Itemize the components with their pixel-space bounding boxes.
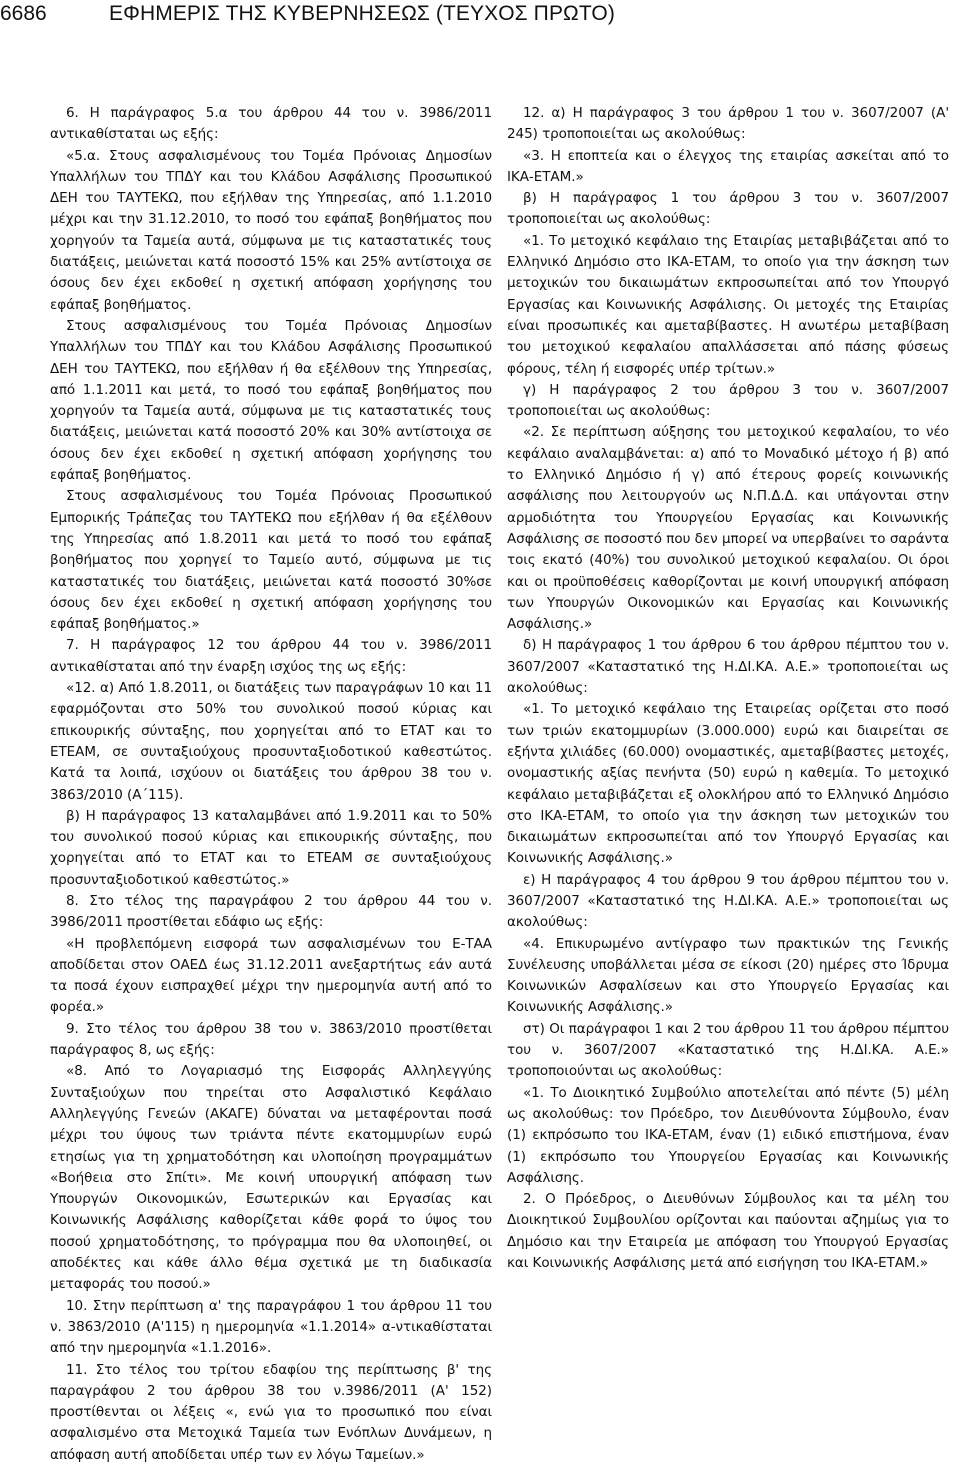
paragraph: «12. α) Από 1.8.2011, οι διατάξεις των παραγράφων 10 και 11 εφαρμόζονται στο 50% του συνολικού ποσού κύριας και επικουρικής σύνταξης, που χορηγείται από το ΕΤΑΤ και το ΕΤΕΑΜ, σε συνταξιούχους προσυνταξιοδοτικού καθεστώτος. Κατά τα λοιπά, ισχύουν οι διατάξεις του άρθρου 38 του ν. 3863/2010 (Α΄115). bbox=[50, 680, 492, 803]
paragraph: 6. Η παράγραφος 5.α του άρθρου 44 του ν. 3986/2011 αντικαθίσταται ως εξής: bbox=[50, 105, 492, 143]
paragraph: 9. Στο τέλος του άρθρου 38 του ν. 3863/2010 προστίθεται παράγραφος 8, ως εξής: bbox=[50, 1020, 492, 1059]
paragraph: «3. Η εποπτεία και ο έλεγχος της εταιρίας ασκείται από το ΙΚΑ-ΕΤΑΜ.» bbox=[507, 147, 949, 185]
right-column bbox=[507, 103, 949, 1274]
paragraph: «1. Το Διοικητικό Συμβούλιο αποτελείται από πέντε (5) μέλη ως ακολούθως: τον Πρόεδρο, τον Διευθύνοντα Σύμβουλο, έναν (1) εκπρόσωπο του ΙΚΑ-ΕΤΑΜ, έναν (1) ειδικό επιστήμονα, έναν (1) εκπρόσωπο του Υπουργείου Εργασίας και Κοινωνικής Ασφάλισης. bbox=[507, 1084, 949, 1186]
paragraph: δ) Η παράγραφος 1 του άρθρου 6 του άρθρου πέμπτου του ν. 3607/2007 «Καταστατικό της Η.ΔΙ.ΚΑ. Α.Ε.» τροποποιείται ως ακολούθως: bbox=[507, 637, 949, 697]
page-number: 6686 bbox=[0, 2, 47, 25]
paragraph: «4. Επικυρωμένο αντίγραφο των πρακτικών της Γενικής Συνέλευσης υποβάλλεται μέσα σε είκοσι (20) ημέρες στο Ίδρυμα Κοινωνικών Ασφαλίσεων και στο Υπουργείο Εργασίας και Κοινωνικής Ασφάλισης.» bbox=[507, 935, 949, 1016]
paragraph: ε) Η παράγραφος 4 του άρθρου 9 του άρθρου πέμπτου του ν. 3607/2007 «Καταστατικό της Η.ΔΙ.ΚΑ. Α.Ε.» τροποποιείται ως ακολούθως: bbox=[507, 871, 949, 931]
paragraph: στ) Οι παράγραφοι 1 και 2 του άρθρου 11 του άρθρου πέμπτου του ν. 3607/2007 «Καταστατικό της Η.ΔΙ.ΚΑ. Α.Ε.» τροποποιούνται ως ακολούθως: bbox=[507, 1020, 949, 1080]
gazette-header-title: ΕΦΗΜΕΡΙΣ ΤΗΣ ΚΥΒΕΡΝΗΣΕΩΣ (ΤΕΥΧΟΣ ΠΡΩΤΟ) bbox=[109, 2, 615, 25]
paragraph: «1. Το μετοχικό κεφάλαιο της Εταιρίας μεταβιβάζεται από το Ελληνικό Δημόσιο στο ΙΚΑ-ΕΤΑΜ, το οποίο για την άσκηση των μετοχικών του δικαιωμάτων εκπροσωπείται από τον Υπουργό Εργασίας και Κοινωνικής Ασφάλισης. Οι μετοχές της Εταιρίας είναι προσωπικές και αμεταβίβαστες. Η ανωτέρω μεταβίβαση του μετοχικού κεφαλαίου απαλλάσσεται από πάσης φύσεως φόρους, τέλη ή εισφορές υπέρ τρίτων.» bbox=[507, 232, 949, 377]
paragraph: γ) Η παράγραφος 2 του άρθρου 3 του ν. 3607/2007 τροποποιείται ως ακολούθως: bbox=[507, 381, 949, 420]
paragraph: Στους ασφαλισμένους του Τομέα Πρόνοιας Δημοσίων Υπαλλήλων του ΤΠΔΥ και του Κλάδου Ασφάλισης Προσωπικού ΔΕΗ του ΤΑΥΤΕΚΩ, που εξήλθαν ή θα εξέλθουν της Υπηρεσίας, από 1.1.2011 και μετά, το ποσό του εφάπαξ βοηθήματος που χορηγούν τα Ταμεία αυτά, σύμφωνα με τις καταστατικές τους διατάξεις, μειώνεται κατά ποσοστό 20% και 30% αντίστοιχα σε όσους δεν έχει εκδοθεί η σχετική απόφαση χορήγησης του εφάπαξ βοηθήματος. bbox=[50, 317, 492, 484]
paragraph: «1. Το μετοχικό κεφάλαιο της Εταιρείας ορίζεται στο ποσό των τριών εκατομμυρίων (3.000.000) ευρώ και διαιρείται σε εξήντα χιλιάδες (60.000) ονομαστικές, αμεταβίβαστες μετοχές, ονομαστικής αξίας πενήντα (50) ευρώ η καθεμία. Το μετοχικό κεφάλαιο μεταβιβάζεται εξ ολοκλήρου από το Ελληνικό Δημόσιο στο ΙΚΑ-ΕΤΑΜ, το οποίο για την άσκηση των μετοχικών του δικαιωμάτων εκπροσωπείται από τον Υπουργό Εργασίας και Κοινωνικής Ασφάλισης.» bbox=[507, 701, 949, 867]
paragraph: 10. Στην περίπτωση α' της παραγράφου 1 του άρθρου 11 του ν. 3863/2010 (Α'115) η ημερομηνία «1.1.2014» α-ντικαθίσταται από την ημερομηνία «1.1.2016». bbox=[50, 1297, 492, 1357]
paragraph: 7. Η παράγραφος 12 του άρθρου 44 του ν. 3986/2011 αντικαθίσταται από την έναρξη ισχύος της ως εξής: bbox=[50, 637, 492, 675]
paragraph: 2. Ο Πρόεδρος, ο Διευθύνων Σύμβουλος και τα μέλη του Διοικητικού Συμβουλίου ορίζονται και παύονται αζημίως για το Δημόσιο και την Εταιρεία με απόφαση του Υπουργού Εργασίας και Κοινωνικής Ασφάλισης μετά από εισήγηση του ΙΚΑ-ΕΤΑΜ.» bbox=[507, 1191, 949, 1272]
paragraph: «5.α. Στους ασφαλισμένους του Τομέα Πρόνοιας Δημοσίων Υπαλλήλων του ΤΠΔΥ και του Κλάδου Ασφάλισης Προσωπικού ΔΕΗ του ΤΑΥΤΕΚΩ, που εξήλθαν της Υπηρεσίας, από 1.1.2010 μέχρι και την 31.12.2010, το ποσό του εφάπαξ βοηθήματος που χορηγούν τα Ταμεία αυτά, σύμφωνα με τις καταστατικές τους διατάξεις, μειώνεται κατά ποσοστό 15% και 25% αντίστοιχα σε όσους δεν έχει εκδοθεί η σχετική απόφαση χορήγησης του εφάπαξ βοηθήματος. bbox=[50, 147, 492, 313]
paragraph: β) Η παράγραφος 1 του άρθρου 3 του ν. 3607/2007 τροποποιείται ως ακολούθως: bbox=[507, 190, 949, 228]
paragraph: 11. Στο τέλος του τρίτου εδαφίου της περίπτωσης β' της παραγράφου 2 του άρθρου 38 του ν.3986/2011 (Α' 152) προστίθενται οι λέξεις «, ενώ για το προσωπικό που είναι ασφαλισμένο στα Μετοχικά Ταμεία των Ενόπλων Δυνάμεων, η απόφαση αυτή αποδίδεται υπέρ των εν λόγω Ταμείων.» bbox=[50, 1361, 492, 1463]
paragraph: β) Η παράγραφος 13 καταλαμβάνει από 1.9.2011 και το 50% του συνολικού ποσού κύριας και επικουρικής σύνταξης, που χορηγείται από το ΕΤΑΤ και το ΕΤΕΑΜ σε συνταξιούχους προσυνταξιοδοτικού καθεστώτος.» bbox=[50, 807, 492, 888]
paragraph: 12. α) Η παράγραφος 3 του άρθρου 1 του ν. 3607/2007 (Α' 245) τροποποιείται ως ακολούθως: bbox=[507, 105, 949, 143]
paragraph: «Η προβλεπόμενη εισφορά των ασφαλισμένων του Ε-ΤΑΑ αποδίδεται στον ΟΑΕΔ έως 31.12.2011 ανεξαρτήτως εάν αυτά τα ποσά έχουν εισπραχθεί μέχρι την ημερομηνία αυτή από το φορέα.» bbox=[50, 935, 492, 1016]
paragraph: «2. Σε περίπτωση αύξησης του μετοχικού κεφαλαίου, το νέο κεφάλαιο αναλαμβάνεται: α) από το Μοναδικό μέτοχο ή β) από το Ελληνικό Δημόσιο ή γ) από έτερους φορείς κοινωνικής ασφάλισης που λειτουργούν ως Ν.Π.Δ.Δ. και υπάγονται στην αρμοδιότητα του Υπουργείου Εργασίας και Κοινωνικής Ασφάλισης σε ποσοστό που δεν μπορεί να υπερβαίνει το σαράντα τοις εκατό (40%) του συνολικού μετοχικού κεφαλαίου. Οι όροι και οι προϋποθέσεις καθορίζονται με κοινή υπουργική απόφαση των Υπουργών Οικονομικών και Εργασίας και Κοινωνικής Ασφάλισης.» bbox=[507, 424, 949, 633]
left-column bbox=[50, 103, 492, 1466]
paragraph: Στους ασφαλισμένους του Τομέα Πρόνοιας Προσωπικού Εμπορικής Τράπεζας του ΤΑΥΤΕΚΩ που εξήλθαν ή θα εξέλθουν της Υπηρεσίας από 1.8.2011 και μετά το ποσό του εφάπαξ βοηθήματος που χορηγεί το Ταμείο αυτό, σύμφωνα με τις καταστατικές του διατάξεις, μειώνεται κατά ποσοστό 30%σε όσους δεν έχει εκδοθεί η σχετική απόφαση χορήγησης του εφάπαξ βοηθήματος.» bbox=[50, 488, 492, 633]
paragraph: 8. Στο τέλος της παραγράφου 2 του άρθρου 44 του ν. 3986/2011 προστίθεται εδάφιο ως εξής: bbox=[50, 892, 492, 931]
paragraph: «8. Από το Λογαριασμό της Εισφοράς Αλληλεγγύης Συνταξιούχων που τηρείται στο Ασφαλιστικό Κεφάλαιο Αλληλεγγύης Γενεών (ΑΚΑΓΕ) δύναται να μεταφέρονται ποσά μέχρι του ύψους των τριάντα πέντε εκατομμυρίων ευρώ ετησίως για τη χρηματοδότηση και υλοποίηση προγραμμάτων «Βοήθεια στο Σπίτι». Με κοινή υπουργική απόφαση των Υπουργών Οικονομικών, Εσωτερικών και Εργασίας και Κοινωνικής Ασφάλισης καθορίζεται κάθε φορά το ύψος του ποσού χρηματοδότησης, το πρόγραμμα που θα υλοποιηθεί, οι αποδέκτες και κάθε άλλο θέμα σχετικά με τη διαδικασία μεταφοράς του ποσού.» bbox=[50, 1063, 492, 1293]
